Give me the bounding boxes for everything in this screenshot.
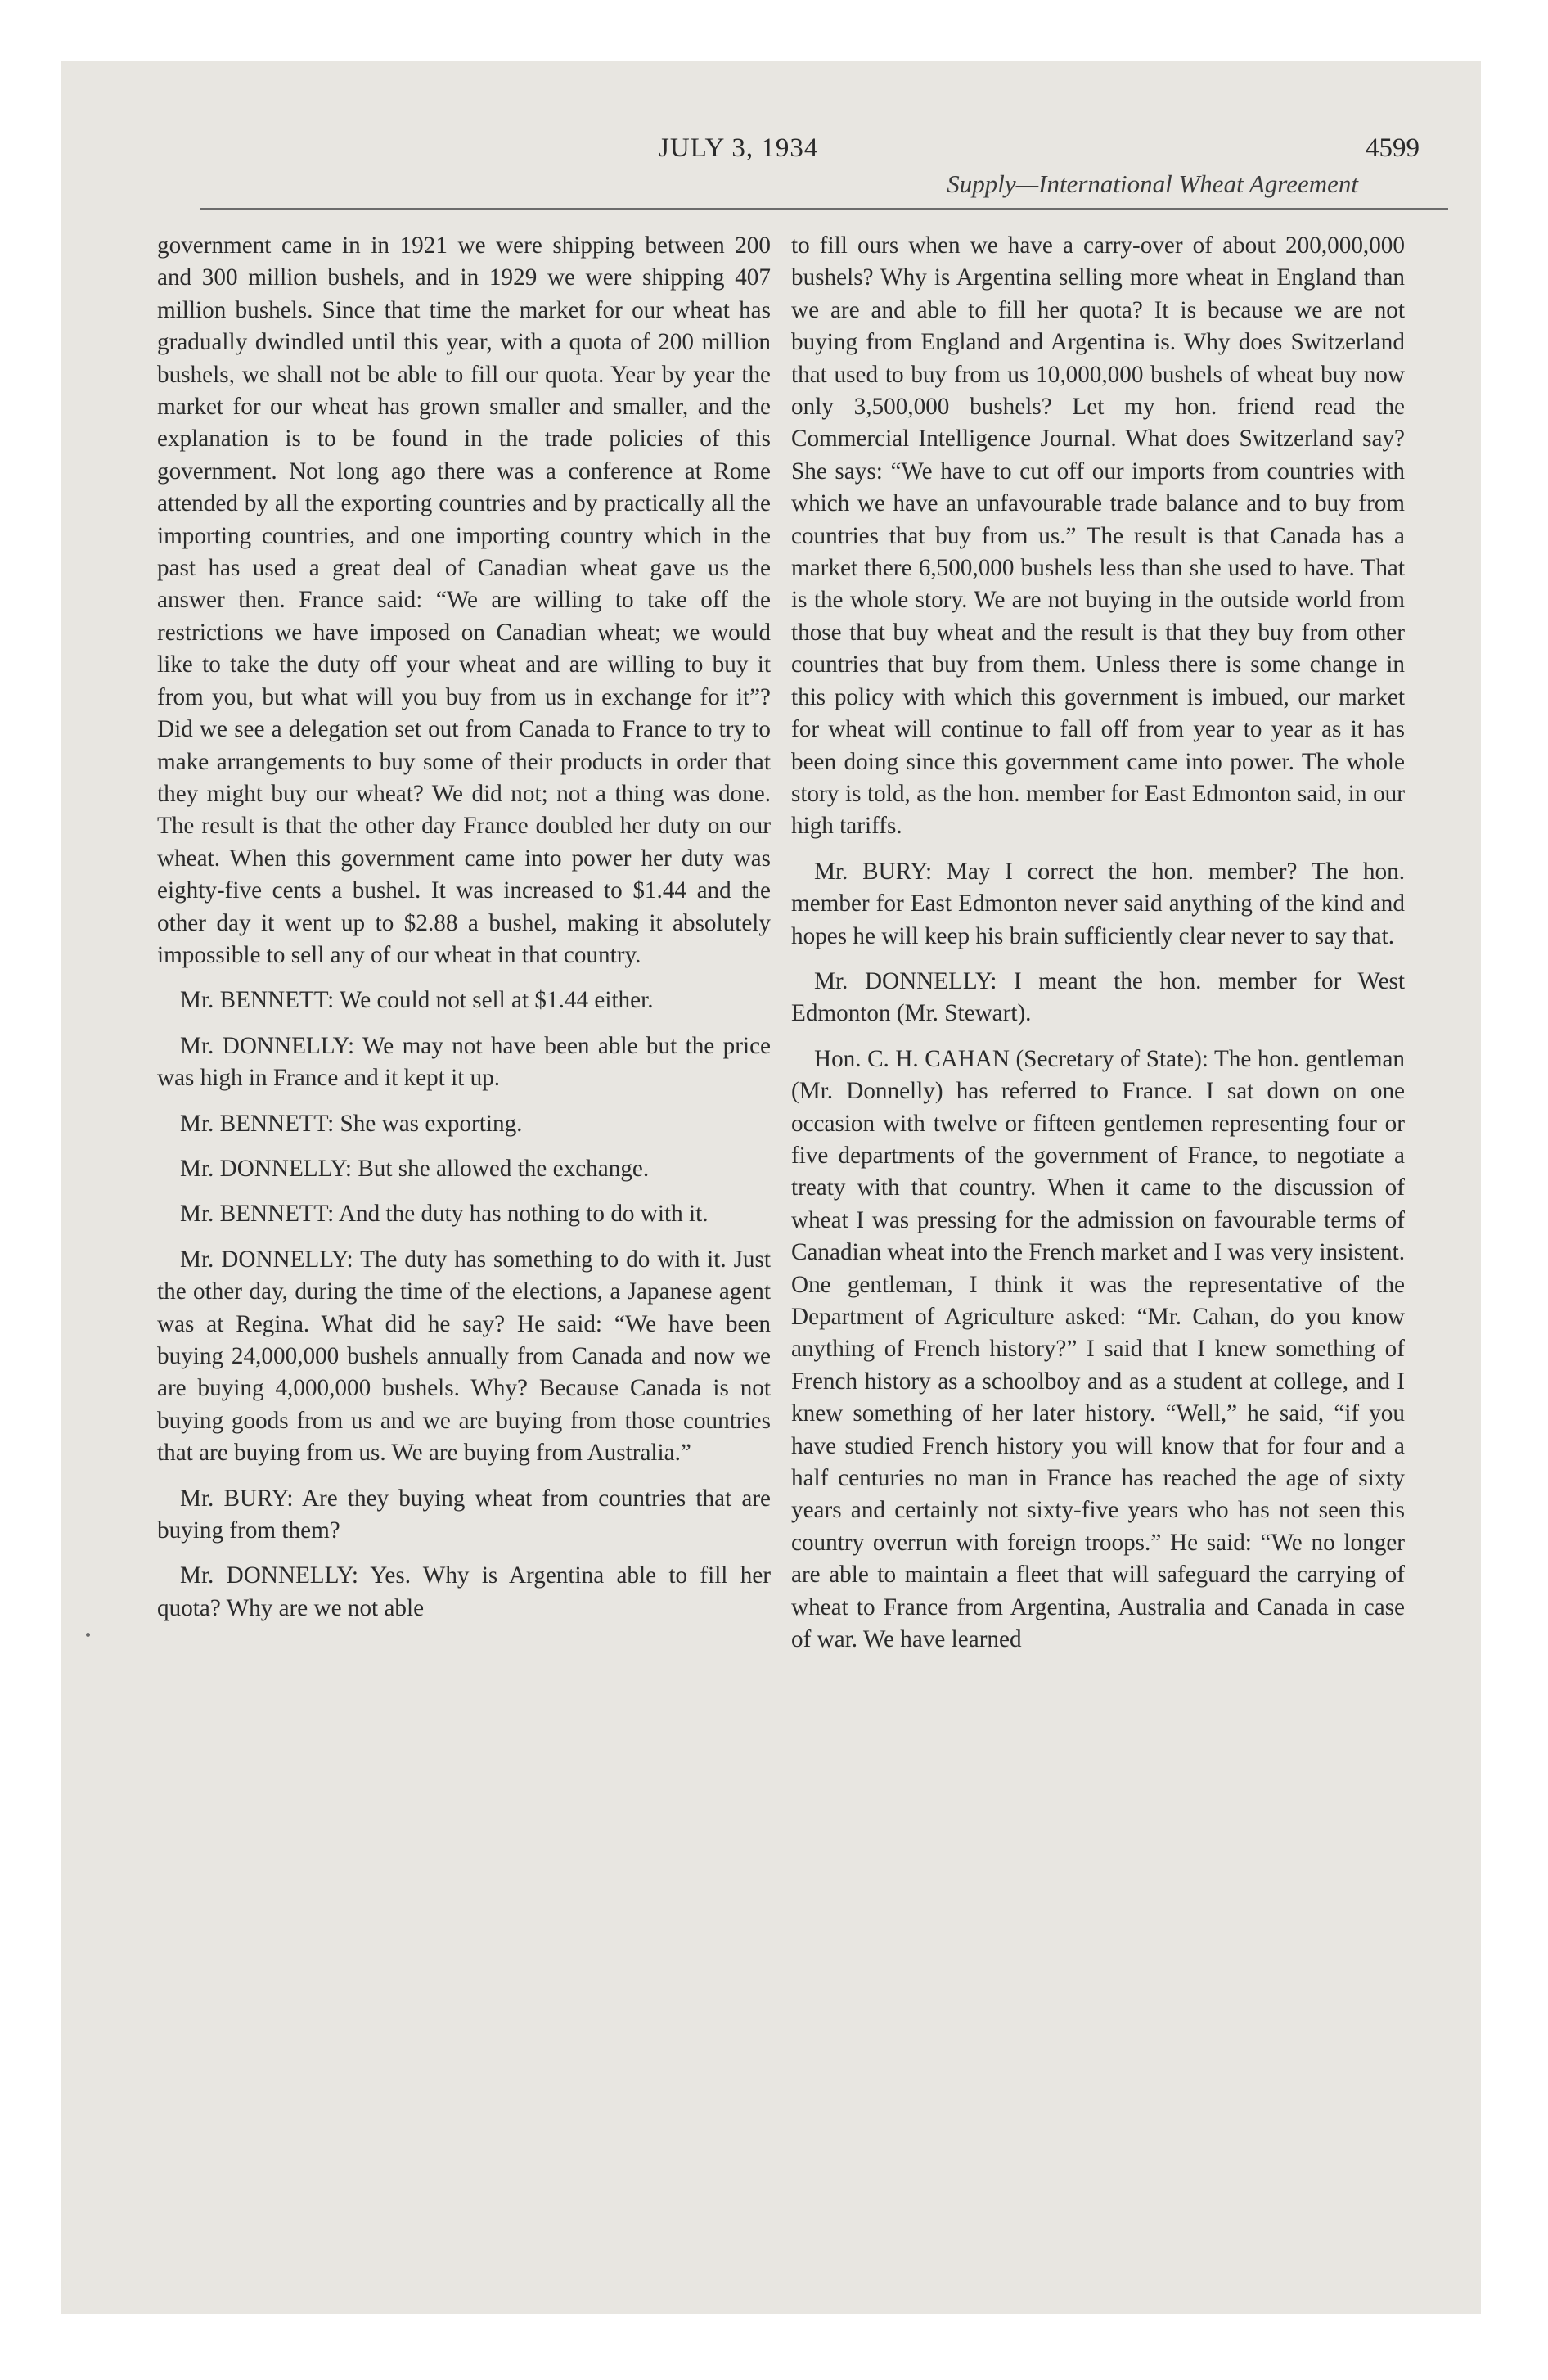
page-header — [61, 133, 1481, 232]
paragraph: Mr. BENNETT: And the duty has nothing to do with it. — [180, 1201, 709, 1228]
paragraph: Mr. DONNELLY: The duty has something to do with it. Just the other day, during the time of the elections, a Japanese agent was at Regina. What did he say? He said: “We have been buying 24,000,000 bushels annually from Canada and now we are buying 4,000,000 bushels. Why? Because Canada is not buying goods from us and we are buying from those countries that are buying from us. We are buying from Australia.” — [157, 1246, 771, 1467]
scanned-page — [61, 61, 1481, 2314]
paragraph: Mr. DONNELLY: I meant the hon. member for West Edmonton (Mr. Stewart). — [791, 967, 1405, 1027]
paragraph: Mr. BURY: May I correct the hon. member? The hon. member for East Edmonton never said anything of the kind and hopes he will keep his brain sufficiently clear never to say that. — [791, 858, 1405, 949]
left-column — [157, 230, 771, 1638]
paragraph: Mr. DONNELLY: But she allowed the exchange. — [180, 1155, 650, 1182]
running-head: Supply—International Wheat Agreement — [947, 169, 1358, 198]
paragraph: Mr. BENNETT: She was exporting. — [180, 1110, 523, 1137]
paragraph: Mr. DONNELLY: We may not have been able but the price was high in France and it kept it up. — [157, 1032, 771, 1092]
header-rule — [200, 208, 1448, 210]
paragraph: to fill ours when we have a carry-over of about 200,000,000 bushels? Why is Argentina selling more wheat in England than we are and able to fill her quota? It is because we are not buying from England and Argentina is. Why does Switzerland that used to buy from us 10,000,000 bushels of wheat buy now only 3,500,000 bushels? Let my hon. friend read the Commercial Intelligence Journal. What does Switzerland say? She says: “We have to cut off our imports from countries with which we have an unfavourable trade balance and to buy from countries that buy from us.” The result is that Canada has a market there 6,500,000 bushels less than she used to have. That is the whole story. We are not buying in the outside world from those that buy wheat and the result is that they buy from other countries that buy from them. Unless there is some change in this policy with which this government is imbued, our market for wheat will continue to fall off from year to year as it has been doing since this government came into power. The whole story is told, as the hon. member for East Edmonton said, in our high tariffs. — [791, 232, 1405, 840]
paragraph: Mr. BURY: Are they buying wheat from countries that are buying from them? — [157, 1485, 771, 1544]
header-date: JULY 3, 1934 — [659, 133, 819, 163]
paragraph: Hon. C. H. CAHAN (Secretary of State): The hon. gentleman (Mr. Donnelly) has referred to France. I sat down on one occasion with twelve or fifteen gentlemen representing four or five departments of the government of France, to negotiate a treaty with that country. When it came to the discussion of wheat I was pressing for the admission on favourable terms of Canadian wheat into the French market and I was very insistent. One gentleman, I think it was the representative of the Department of Agriculture asked: “Mr. Cahan, do you know anything of French history?” I said that I knew something of French history as a schoolboy and as a student at college, and I knew something of her later history. “Well,” he said, “if you have studied French history you will know that for four and a half centuries no man in France has reached the age of sixty years and certainly not sixty-five years who has not seen this country overrun with foreign troops.” He said: “We no longer are able to maintain a fleet that will safeguard the carrying of wheat to France from Argentina, Australia and Canada in case of war. We have learned — [791, 1045, 1405, 1653]
paragraph: government came in in 1921 we were shipping between 200 and 300 million bushels, and in 1929 we were shipping 407 million bushels. Since that time the market for our wheat has gradually dwindled until this year, with a quota of 200 million bushels, we shall not be able to fill our quota. Year by year the market for our wheat has grown smaller and smaller, and the explanation is to be found in the trade policies of this government. Not long ago there was a conference at Rome attended by all the exporting countries and by practically all the importing countries, and one importing country which in the past has used a great deal of Canadian wheat gave us the answer then. France said: “We are willing to take off the restrictions we have imposed on Canadian wheat; we would like to take the duty off your wheat and are willing to buy it from you, but what will you buy from us in exchange for it”? Did we see a delegation set out from Canada to France to try to make arrangements to buy some of their products in order that they might buy our wheat? We did not; not a thing was done. The result is that the other day France doubled her duty on our wheat. When this government came into power her duty was eighty-five cents a bushel. It was increased to $1.44 and the other day it went up to $2.88 a bushel, making it absolutely impossible to sell any of our wheat in that country. — [157, 232, 771, 968]
scan-speck — [86, 1633, 90, 1637]
paragraph: Mr. DONNELLY: Yes. Why is Argentina able to fill her quota? Why are we not able — [157, 1562, 771, 1621]
paragraph: Mr. BENNETT: We could not sell at $1.44 either. — [180, 987, 654, 1014]
page-number: 4599 — [1366, 133, 1420, 163]
right-column — [791, 230, 1405, 1669]
